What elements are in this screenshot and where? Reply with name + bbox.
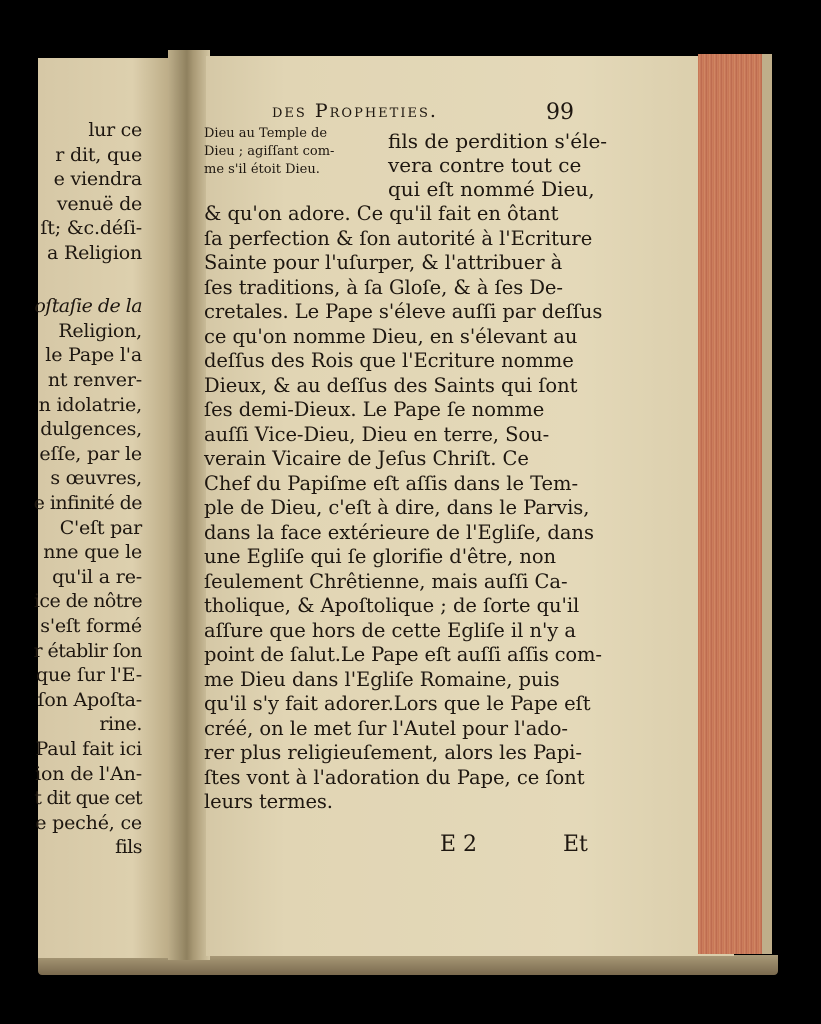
body-line: créé, on le met ſur l'Autel pour l'ado- xyxy=(204,716,568,740)
body-line: ple de Dieu, c'eſt à dire, dans le Parvis, xyxy=(204,496,590,519)
body-line: point de ſalut.Le Pape eſt auſſi aſſis com- xyxy=(204,643,602,666)
body-line: & qu'on adore. Ce qu'il fait en ôtant xyxy=(204,202,559,225)
left-page-line: oſtaſie de la xyxy=(34,295,142,318)
signature-mark: E 2 xyxy=(440,832,478,857)
left-page-line: s œuvres, xyxy=(50,467,142,490)
body-line: auſſi Vice-Dieu, Dieu en terre, Sou- xyxy=(204,422,550,446)
running-header: des Propheties. xyxy=(272,100,438,122)
left-page-line: venuë de xyxy=(56,192,142,215)
page-edges xyxy=(698,54,772,954)
body-line: aſſure que hors de cette Egliſe il n'y a xyxy=(204,618,576,642)
body-line: vera contre tout ce xyxy=(388,153,582,177)
catchword: Et xyxy=(563,832,588,857)
body-line: Dieux, & au deſſus des Saints qui ſont xyxy=(204,373,578,397)
left-page-line: s'eſt formé xyxy=(40,615,142,637)
body-text xyxy=(204,202,604,815)
left-page-line: nne que le xyxy=(43,541,142,564)
left-page-line: a Religion xyxy=(47,242,142,264)
left-page-line: C'eſt par xyxy=(59,516,142,539)
left-page-line: e peché, ce xyxy=(35,811,142,834)
body-line: ſes demi-Dieux. Le Pape ſe nomme xyxy=(204,398,545,421)
body-line: Sainte pour l'uſurper, & l'attribuer à xyxy=(204,251,563,274)
left-page-line: n idolatrie, xyxy=(38,393,142,416)
body-line: tholique, & Apoſtolique ; de ſorte qu'il xyxy=(204,594,580,617)
left-page-line: nt renver- xyxy=(47,369,142,391)
margin-note xyxy=(204,125,374,179)
body-line: ſtes vont à l'adoration du Pape, ce ſont xyxy=(204,765,585,789)
left-page-line: Paul fait ici xyxy=(35,738,142,760)
left-page-line: rine. xyxy=(99,713,142,736)
body-line: ce qu'on nomme Dieu, en s'élevant au xyxy=(204,324,578,348)
left-page-line: dulgences, xyxy=(40,418,142,441)
left-page-line: ſon Apoſta- xyxy=(37,688,142,711)
body-line: une Egliſe qui ſe glorifie d'être, non xyxy=(204,545,557,568)
body-line: Chef du Papiſme eſt aſſis dans le Tem- xyxy=(204,471,579,495)
body-line: rer plus religieuſement, alors les Papi- xyxy=(204,741,582,764)
left-page-line: le Pape l'a xyxy=(45,344,142,367)
left-page-line: qu'il a re- xyxy=(52,565,142,588)
left-page-line: Religion, xyxy=(58,319,142,342)
body-line: cretales. Le Pape s'éleve auſſi par deſſus xyxy=(204,300,603,323)
left-page-line: r établir ſon xyxy=(33,639,142,662)
body-line: me Dieu dans l'Egliſe Romaine, puis xyxy=(204,667,560,691)
body-line: dans la face extérieure de l'Egliſe, dans xyxy=(204,520,594,544)
body-text-top xyxy=(388,129,608,201)
body-line: qu'il s'y fait adorer.Lors que le Pape eſt xyxy=(204,692,591,715)
left-page-line: r dit, que xyxy=(55,143,142,166)
body-line: qui eſt nommé Dieu, xyxy=(388,177,595,201)
body-line: leurs termes. xyxy=(204,790,333,813)
body-line: ſes traditions, à ſa Gloſe, & à ſes De- xyxy=(204,275,563,299)
margin-note-line: Dieu au Temple de xyxy=(204,126,328,141)
left-page-line: e viendra xyxy=(53,168,142,191)
margin-note-line: me s'il étoit Dieu. xyxy=(204,162,320,177)
left-page-line: fils xyxy=(115,836,142,859)
body-line: deſſus des Rois que l'Ecriture nomme xyxy=(204,349,574,372)
left-page-line: ice de nôtre xyxy=(33,590,142,613)
left-page-line: e infinité de xyxy=(33,492,142,514)
body-line: verain Vicaire de Jeſus Chriſt. Ce xyxy=(204,447,529,470)
left-page-line: ion de l'An- xyxy=(35,762,142,785)
body-line: ſa perfection & ſon autorité à l'Ecriture xyxy=(204,226,593,250)
left-page-line: t dit que cet xyxy=(34,787,142,810)
margin-note-line: Dieu ; agiſſant com- xyxy=(204,144,335,159)
left-page-line: eſſe, par le xyxy=(39,442,142,465)
left-page-line: lur ce xyxy=(88,119,142,141)
body-line: fils de perdition s'éle- xyxy=(388,129,608,153)
left-page-line: que ſur l'E- xyxy=(35,664,142,687)
book-cover-edge xyxy=(38,955,778,975)
body-line: ſeulement Chrêtienne, mais auſſi Ca- xyxy=(204,569,568,593)
left-page-line: ſt; &c.déſi- xyxy=(40,217,142,240)
page-number: 99 xyxy=(546,100,574,125)
